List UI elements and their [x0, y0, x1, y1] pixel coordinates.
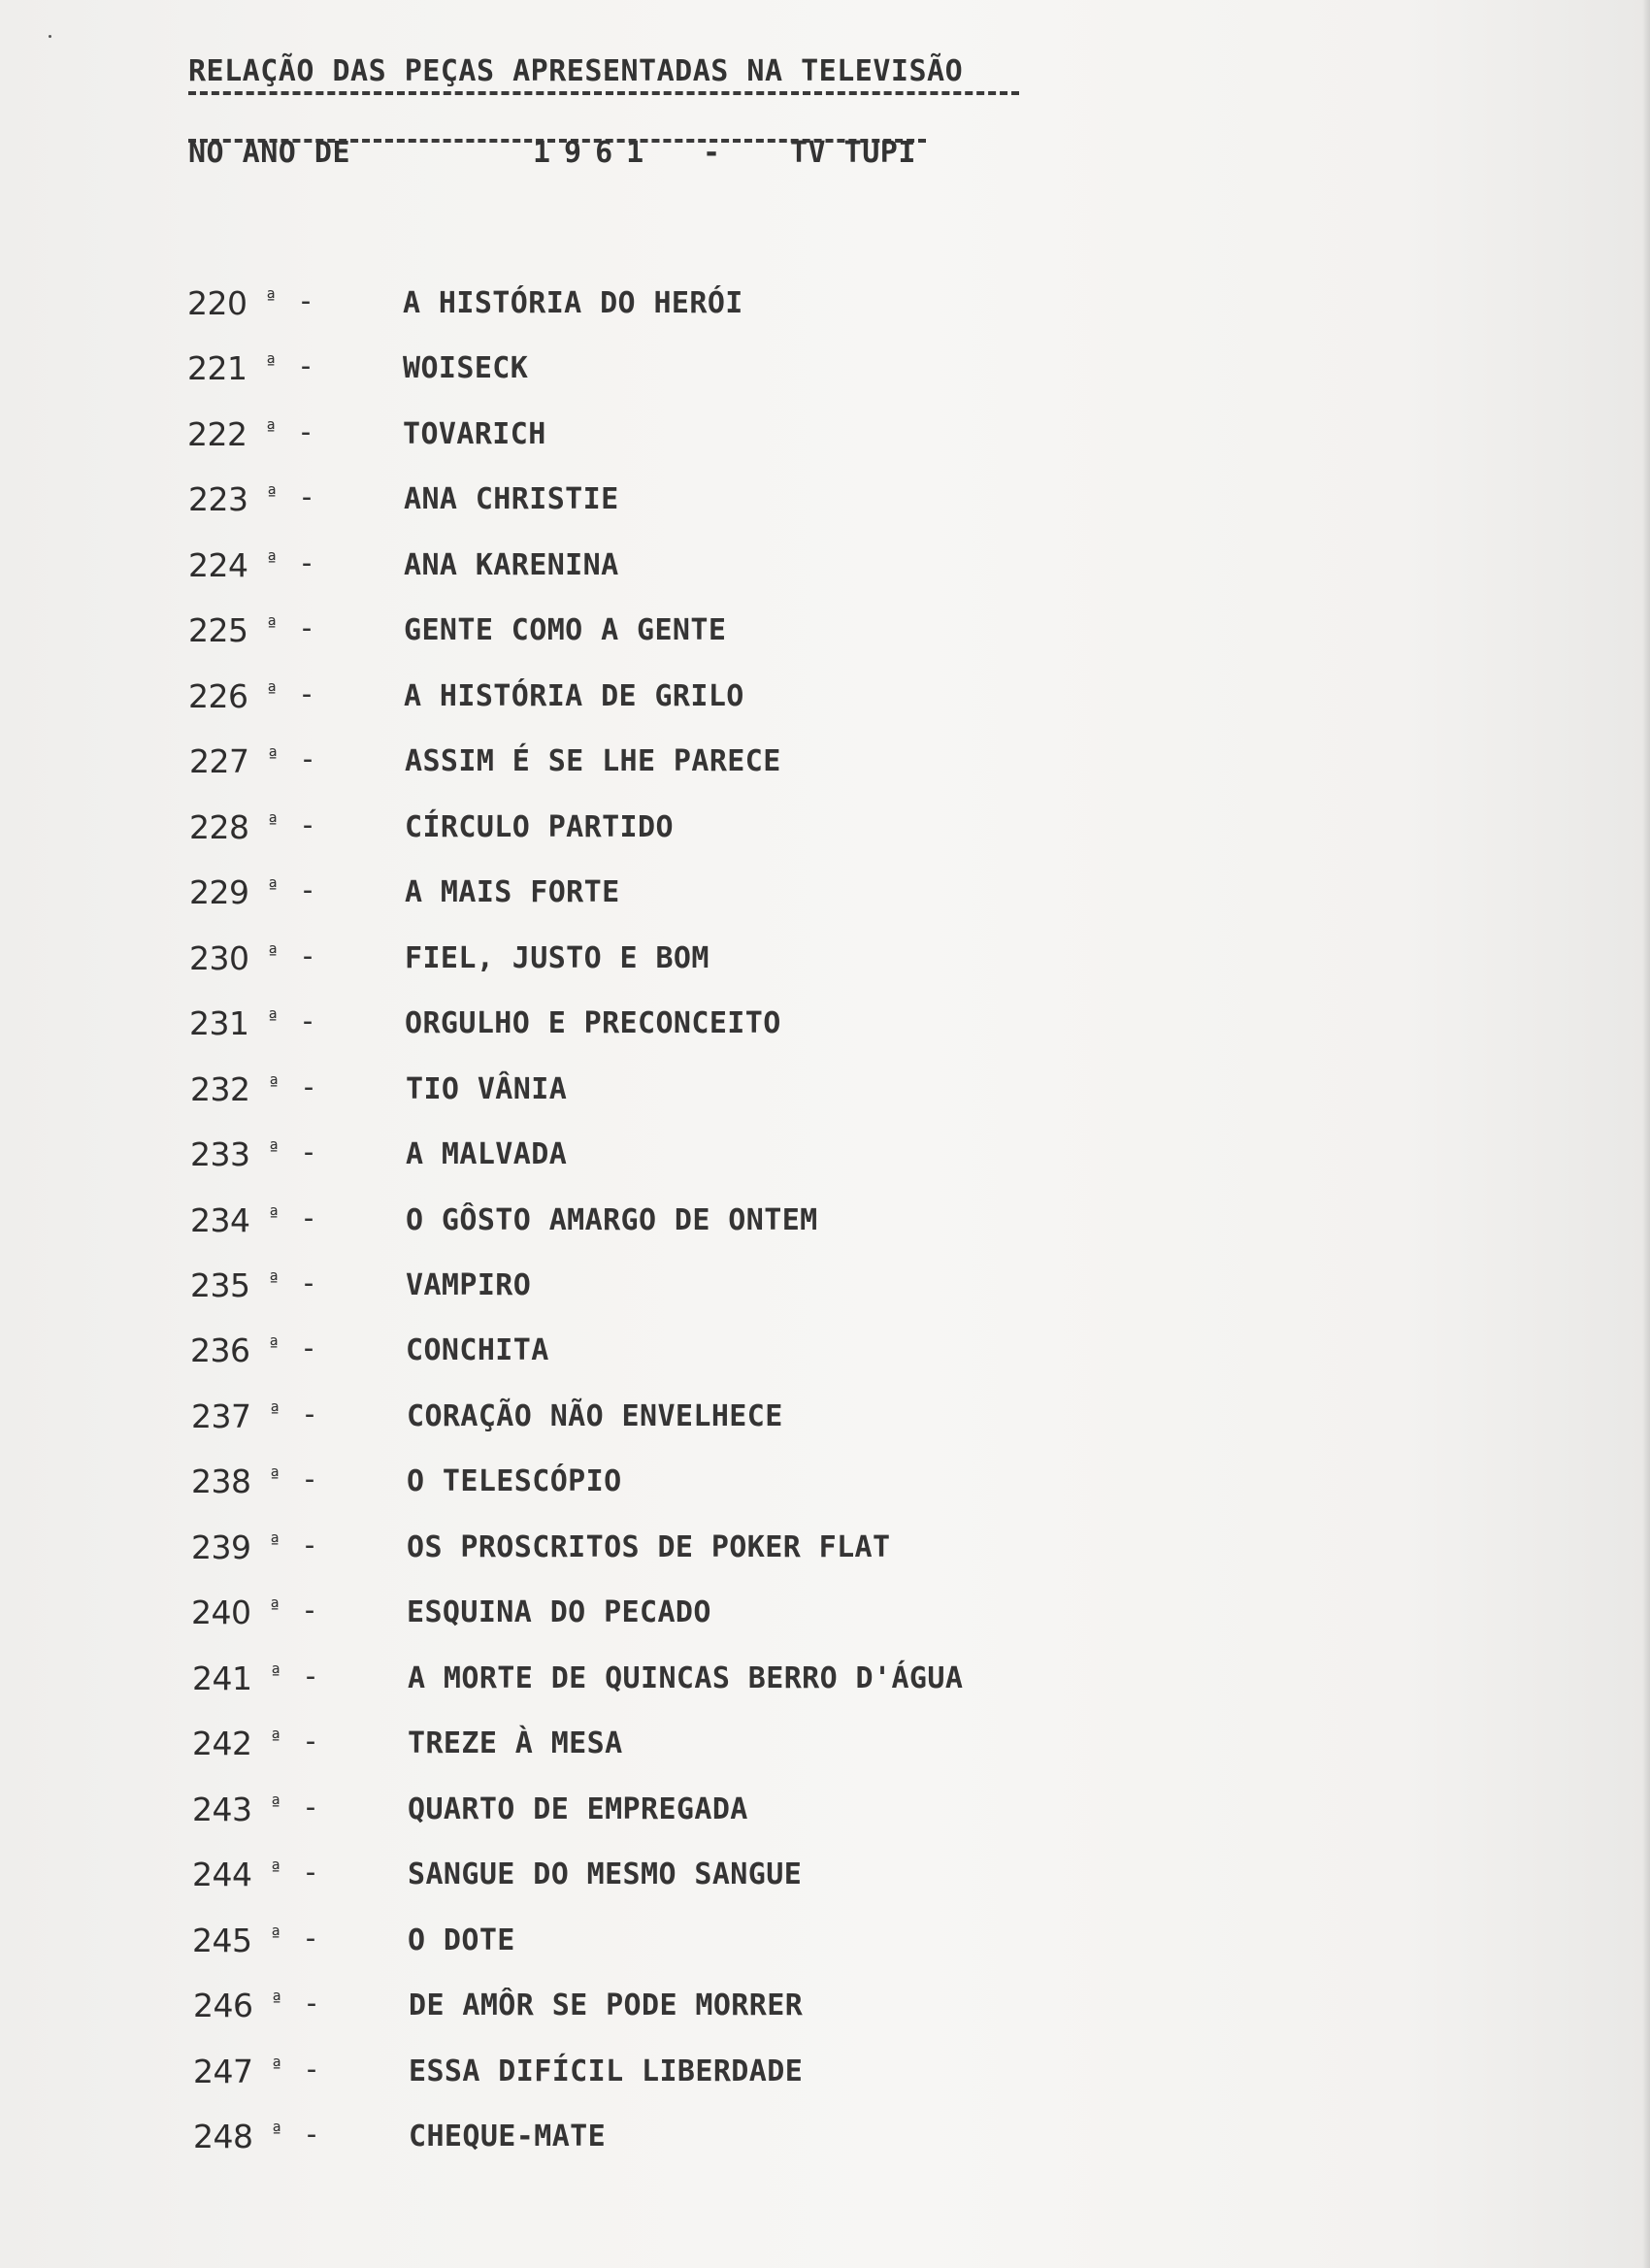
- entry-dash: -: [301, 1594, 319, 1627]
- entry-ordinal: ª: [269, 1595, 281, 1619]
- entry-number: 235: [190, 1266, 250, 1304]
- entry-title: ANA KARENINA: [404, 548, 619, 582]
- entry-dash: -: [299, 742, 317, 776]
- entry-ordinal: ª: [265, 351, 278, 375]
- entry-ordinal: ª: [269, 1530, 281, 1554]
- entry-ordinal: ª: [267, 810, 280, 834]
- entry-number: 245: [192, 1922, 252, 1959]
- entry-ordinal: ª: [270, 1857, 282, 1881]
- entry-title: WOISECK: [403, 351, 529, 385]
- entry-dash: -: [301, 1463, 319, 1496]
- entry-title: QUARTO DE EMPREGADA: [408, 1792, 748, 1826]
- entry-number: 226: [188, 677, 248, 715]
- entry-number: 223: [188, 480, 248, 518]
- entry-ordinal: ª: [269, 1399, 281, 1423]
- entry-number: 244: [192, 1856, 252, 1893]
- entry-number: 220: [187, 284, 248, 322]
- entry-title: TIO VÂNIA: [406, 1072, 568, 1106]
- entry-number: 221: [187, 349, 248, 387]
- document-title: [188, 54, 1019, 95]
- entry-ordinal: ª: [271, 2054, 283, 2078]
- entry-number: 246: [193, 1987, 253, 2024]
- entry-ordinal: ª: [265, 286, 278, 310]
- entry-title: ASSIM É SE LHE PARECE: [405, 744, 781, 778]
- entry-title: DE AMÔR SE PODE MORRER: [409, 1989, 804, 2022]
- entry-number: 222: [187, 415, 248, 453]
- entry-ordinal: ª: [270, 1661, 282, 1685]
- entry-dash: -: [297, 415, 315, 449]
- entry-title: TREZE À MESA: [408, 1726, 623, 1760]
- entry-ordinal: ª: [269, 1464, 281, 1488]
- entry-title: A MALVADA: [406, 1137, 568, 1171]
- year-line: [188, 136, 926, 170]
- entry-title: VAMPIRO: [406, 1268, 532, 1302]
- entry-dash: -: [299, 873, 317, 907]
- entry-title: ESQUINA DO PECADO: [407, 1595, 711, 1629]
- entry-dash: -: [298, 480, 316, 514]
- entry-title: OS PROSCRITOS DE POKER FLAT: [407, 1530, 891, 1564]
- entry-ordinal: ª: [270, 1726, 282, 1750]
- entry-dash: -: [297, 349, 315, 383]
- entry-title: O TELESCÓPIO: [407, 1464, 622, 1498]
- entry-ordinal: ª: [267, 744, 280, 768]
- entry-dash: -: [298, 611, 316, 645]
- entry-number: 242: [192, 1725, 252, 1762]
- entry-dash: -: [298, 677, 316, 711]
- entry-number: 228: [189, 808, 249, 846]
- entry-title: TOVARICH: [403, 417, 546, 451]
- entry-ordinal: ª: [271, 2120, 283, 2143]
- entry-number: 227: [189, 742, 249, 780]
- entry-number: 232: [190, 1070, 250, 1108]
- entry-dash: -: [299, 1004, 317, 1038]
- entry-number: 224: [188, 546, 248, 584]
- entry-dash: -: [300, 1266, 318, 1300]
- entry-ordinal: ª: [271, 1989, 283, 2012]
- entry-title: A MAIS FORTE: [405, 875, 620, 909]
- entry-title: ANA CHRISTIE: [404, 482, 619, 516]
- entry-dash: -: [300, 1070, 318, 1104]
- entry-dash: -: [300, 1201, 318, 1235]
- entry-dash: -: [303, 2053, 321, 2087]
- entry-ordinal: ª: [268, 1203, 280, 1227]
- document-title-text: RELAÇÃO DAS PEÇAS APRESENTADAS NA TELEVISÃO: [188, 54, 964, 88]
- year-separator: -: [703, 136, 721, 170]
- entry-title: ESSA DIFÍCIL LIBERDADE: [409, 2054, 804, 2088]
- entry-ordinal: ª: [270, 1923, 282, 1947]
- year-value: 1961: [533, 136, 658, 170]
- entry-ordinal: ª: [266, 613, 279, 637]
- entry-number: 248: [193, 2118, 253, 2155]
- entry-number: 239: [191, 1528, 251, 1566]
- entry-number: 233: [190, 1135, 250, 1173]
- entry-title: O DOTE: [408, 1923, 515, 1957]
- entry-number: 225: [188, 611, 248, 649]
- entry-dash: -: [300, 1331, 318, 1365]
- entry-title: SANGUE DO MESMO SANGUE: [408, 1857, 803, 1891]
- entry-dash: -: [302, 1660, 320, 1693]
- entry-dash: -: [303, 1987, 321, 2021]
- entry-number: 247: [193, 2053, 253, 2090]
- entry-title: CÍRCULO PARTIDO: [405, 810, 674, 844]
- entry-ordinal: ª: [265, 417, 278, 441]
- entry-title: CORAÇÃO NÃO ENVELHECE: [407, 1399, 783, 1433]
- year-label: NO ANO DE: [188, 136, 351, 170]
- ink-speck: [49, 35, 51, 38]
- entry-title: GENTE COMO A GENTE: [404, 613, 727, 647]
- entry-title: FIEL, JUSTO E BOM: [405, 941, 710, 975]
- entry-dash: -: [300, 1135, 318, 1169]
- station-name: TV TUPI: [790, 136, 916, 170]
- entry-dash: -: [301, 1397, 319, 1431]
- entry-title: A MORTE DE QUINCAS BERRO D'ÁGUA: [408, 1661, 964, 1695]
- entry-dash: -: [302, 1791, 320, 1824]
- entry-title: O GÔSTO AMARGO DE ONTEM: [406, 1203, 818, 1237]
- entry-ordinal: ª: [266, 482, 279, 506]
- entry-ordinal: ª: [267, 875, 280, 899]
- entry-number: 238: [191, 1463, 251, 1500]
- entry-ordinal: ª: [268, 1072, 280, 1096]
- entry-number: 243: [192, 1791, 252, 1828]
- entry-title: CHEQUE-MATE: [409, 2120, 607, 2153]
- entry-dash: -: [298, 546, 316, 580]
- entry-number: 241: [192, 1660, 252, 1697]
- entry-title: A HISTÓRIA DE GRILO: [404, 679, 744, 713]
- entry-dash: -: [299, 939, 317, 973]
- entry-ordinal: ª: [268, 1333, 280, 1357]
- entry-number: 234: [190, 1201, 250, 1239]
- entry-dash: -: [299, 808, 317, 842]
- entry-dash: -: [302, 1922, 320, 1956]
- entry-number: 230: [189, 939, 249, 977]
- entry-title: CONCHITA: [406, 1333, 549, 1367]
- entry-ordinal: ª: [267, 941, 280, 965]
- entry-number: 240: [191, 1594, 251, 1631]
- entry-dash: -: [301, 1528, 319, 1562]
- entry-ordinal: ª: [270, 1792, 282, 1816]
- entry-ordinal: ª: [266, 679, 279, 703]
- entry-title: ORGULHO E PRECONCEITO: [405, 1006, 781, 1040]
- entry-dash: -: [303, 2118, 321, 2152]
- entry-ordinal: ª: [266, 548, 279, 572]
- entry-dash: -: [297, 284, 315, 318]
- entry-number: 231: [189, 1004, 249, 1042]
- entry-number: 229: [189, 873, 249, 911]
- entry-dash: -: [302, 1725, 320, 1759]
- entry-ordinal: ª: [267, 1006, 280, 1030]
- entry-ordinal: ª: [268, 1137, 280, 1161]
- entry-number: 236: [190, 1331, 250, 1369]
- entry-title: A HISTÓRIA DO HERÓI: [403, 286, 743, 320]
- entry-number: 237: [191, 1397, 251, 1435]
- entry-dash: -: [302, 1856, 320, 1890]
- entry-ordinal: ª: [268, 1268, 280, 1292]
